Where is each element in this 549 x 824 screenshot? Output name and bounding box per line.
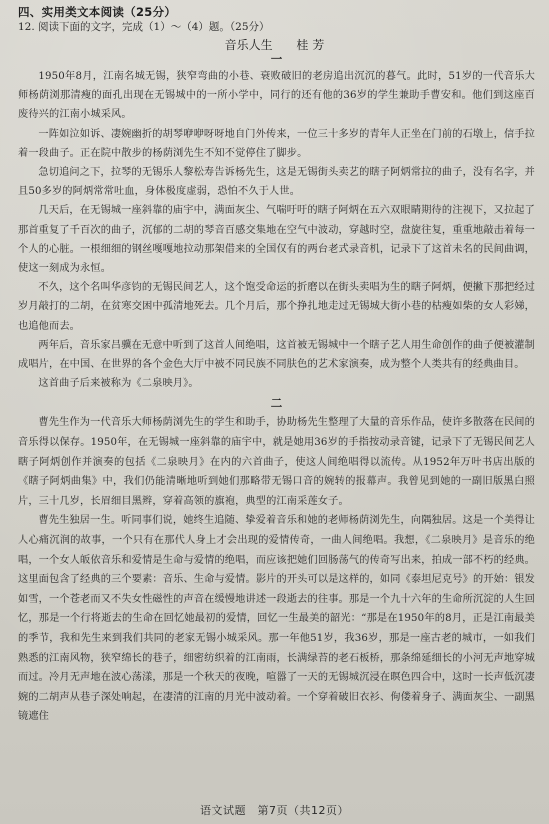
- paragraph: 几天后，在无锡城一座斜靠的庙宇中，满面灰尘、气喘吁吁的瞎子阿炳在五六双眼睛期待的注视下，又拉起了那首重复了千百次的曲子，沉郁的二胡的琴音百感交集地在空气中波动，穿越时空，盘旋往复，重重地敲击着每一个人的心脏。一根细细的钢丝嘎嘎地拉动那架借来的全国仅有的两台老式录音机，记录下了这首未名的民间曲调，使这一刻成为永恒。: [18, 205, 535, 275]
- paragraph: 两年后，音乐家吕骥在无意中听到了这首人间绝唱，这首被无锡城中一个瞎子艺人用生命创作的曲子便被灌制成唱片，在中国、在世界的各个金色大厅中被不同民族不同肤色的艺术家演奏，成为整个人类共有的经典曲目。: [18, 339, 535, 371]
- paragraph: 这首曲子后来被称为《二泉映月》。: [38, 378, 199, 390]
- part-two: [18, 413, 535, 727]
- paragraph: 不久，这个名叫华彦钧的无锡民间艺人，这个饱受命运的折磨以在街头卖唱为生的瞎子阿炳，便撇下那把经过岁月敲打的二胡，在贫寒交困中孤清地死去。几个月后，那个挣扎地走过无锡城大街小巷的枯瘦如柴的女人彩娣，也追他而去。: [18, 282, 535, 332]
- page-footer: 语文试题 第7页（共12页）: [200, 804, 349, 817]
- paragraph: 曹先生独居一生。听同事们说，她终生追随、挚爱着音乐和她的老师杨荫浏先生，向隅独居。这是一个美得让人心痛沉润的故事，一个只有在那代人身上才会出现的爱情传奇，一曲人间绝唱。我想，《二泉映月》是音乐的绝唱，一个女人皈依音乐和爱情是生命与爱情的绝唱，而应该把她们回肠荡气的传奇写出来，拍成一部不朽的经典。这里面包含了经典的三个要素：音乐、生命与爱情。影片的开头可以是这样的，如同《泰坦尼克号》的开始：银发如雪，一个苍老而又不失女性磁性的声音在缓慢地讲述一段逝去的往事。那是一个九十六年的生命所沉淀的人生回忆，那是一个行将逝去的生命在回忆她最初的爱情，回忆一生最美的韶光：“那是在1950年的8月，正是江南最美的季节，我和先生来到我们共同的老家无锡小城采风。那一年他51岁，我36岁，那是一座古老的城市，一如我们熟悉的江南风物，狭窄绵长的巷子，细密纺织着的江南雨，长满绿苔的老石板桥，那条绵延细长的小河无声地穿城而过。冷月无声地在波心荡漾，那是一个秋天的夜晚，喧嚣了一天的无锡城沉浸在暝色四合中，这时一长声低沉凄婉的二胡声从巷子深处响起，在凄清的江南的月光中波动着。一个穿着破旧衣衫、佝偻着身子、满面灰尘、一副黑镜遮住: [18, 515, 535, 723]
- part-two-number: 二: [270, 396, 283, 411]
- article-title-line: [18, 37, 535, 53]
- paragraph: 一阵如泣如诉、凄婉幽折的胡琴咿咿呀呀地自门外传来，一位三十多岁的青年人正坐在门前的石墩上，信手拉着一段曲子。正在院中散步的杨荫浏先生不知不觉停住了脚步。: [18, 128, 535, 159]
- article-title: 音乐人生: [224, 38, 273, 52]
- paragraph: 1950年8月，江南名城无锡，狭窄弯曲的小巷、衰败破旧的老房追出沉沉的暮气。此时，51岁的一代音乐大师杨荫浏那清瘦的面孔出现在无锡城中的一所小学中，同行的还有他的36岁的学生兼助手曹安和。他们到这座百废待兴的江南小城采风。: [18, 71, 535, 121]
- question-instruction: 12. 阅读下面的文字，完成（1）～（4）题。（25分）: [18, 21, 270, 33]
- part-one: [18, 67, 535, 393]
- article-author: 桂芳: [296, 38, 329, 52]
- part-one-number: 一: [270, 52, 283, 66]
- paragraph: 急切追问之下，拉琴的无锡乐人黎松寿告诉杨先生，这是无锡街头卖艺的瞎子阿炳常拉的曲子，没有名字，并且50多岁的阿炳常常吐血，身体极度虚弱，恐怕不久于人世。: [18, 167, 535, 198]
- paragraph: 曹先生作为一代音乐大师杨荫浏先生的学生和助手，协助杨先生整理了大量的音乐作品，使许多散落在民间的音乐得以保存。1950年，在无锡城一座斜靠的庙宇中，就是她用36岁的手指按动录音键，记录下了无锡民间艺人瞎子阿炳创作并演奏的包括《二泉映月》在内的六首曲子，使这人间绝唱得以流传。从1952年万叶书店出版的《瞎子阿炳曲集》中，我们仍能清晰地听到她们那略带无锡口音的婉转的报幕声。我曾见到她的一副旧版黑白照片，三十几岁，长眉细目黑辫，穿着高领的旗袍，典型的江南采莲女子。: [18, 417, 535, 507]
- section-heading: 四、实用类文本阅读（25分）: [18, 5, 177, 19]
